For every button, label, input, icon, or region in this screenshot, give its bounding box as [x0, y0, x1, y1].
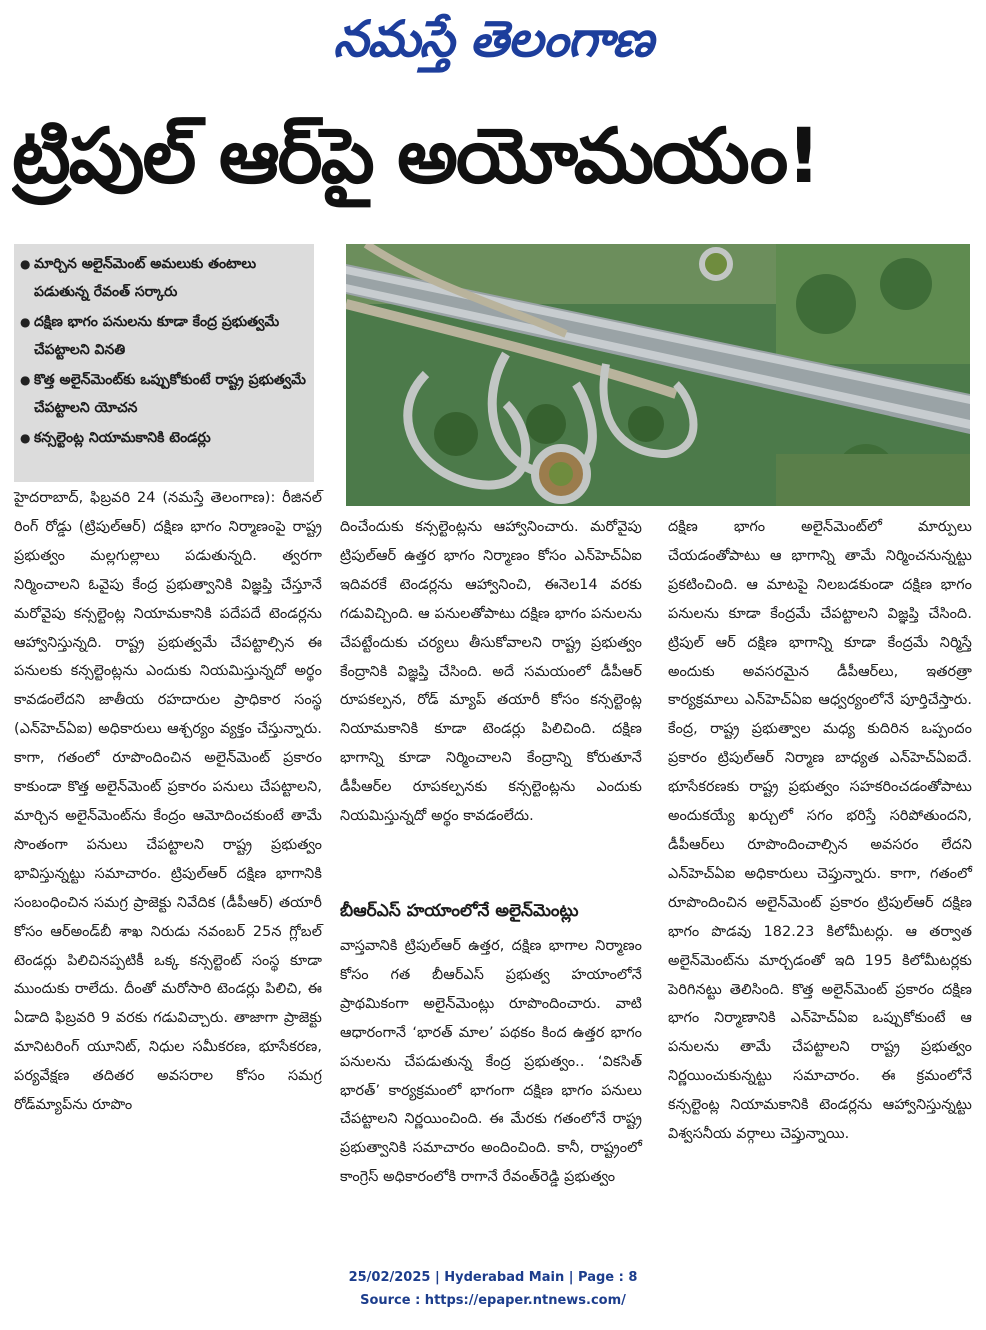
road-interchange-icon: [346, 244, 970, 506]
highlight-item: [20, 366, 310, 422]
bullet-icon: ●: [20, 431, 31, 445]
highlight-text: దక్షిణ భాగం పనులను కూడా కేంద్ర ప్రభుత్వమే చేపట్టాలని వినతి: [34, 314, 280, 358]
article-column-3: [668, 513, 972, 1149]
article-paragraph: దక్షిణ భాగం అలైన్‌మెంట్‌లో మార్పులు చేయడంతోపాటు ఆ భాగాన్ని తామే నిర్మించనున్నట్టు ప్రకటించింది. ఆ మాటపై నిలబడకుండా దక్షిణ భాగం పనులను కూడా కేంద్రమే చేపట్టాలని విజ్ఞప్తి చేసింది. ట్రిపుల్ ఆర్ దక్షిణ భాగాన్ని కూడా కేంద్రమే నిర్మిస్తే అందుకు అవసరమైన డీపీఆర్‌లు, ఇతరత్రా కార్యక్రమాలు ఎన్‌హెచ్‌ఏఐ ఆధ్వర్యంలోనే పూర్తిచేస్తారు. కేంద్ర, రాష్ట్ర ప్రభుత్వాల మధ్య కుదిరిన ఒప్పందం ప్రకారం ట్రిపుల్ఆర్ నిర్మాణ బాధ్యత ఎన్‌హెచ్‌ఏఐదే. భూసేకరణకు రాష్ట్ర ప్రభుత్వం సహకరించడంతోపాటు అందుకయ్యే ఖర్చులో సగం భరిస్తే సరిపోతుందని, డీపీఆర్‌లు రూపొందించాల్సిన అవసరం లేదని ఎన్‌హెచ్‌ఏఐ అధికారులు చెప్తున్నారు. కాగా, గతంలో రూపొందించిన అలైన్‌మెంట్ ప్రకారం ట్రిపుల్ఆర్ దక్షిణ భాగం పొడవు 182.23 కిలోమీటర్లు. ఆ తర్వాత అలైన్‌మెంట్‌ను మార్చడంతో ఇది 195 కిలోమీటర్లకు పెరిగినట్టు తెలిసింది. కొత్త అలైన్‌మెంట్ ప్రకారం దక్షిణ భాగం నిర్మాణానికి ఎన్‌హెచ్‌ఏఐ ఒప్పుకోకుంటే ఆ పనులను తామే చేపట్టాలని రాష్ట్ర ప్రభుత్వం నిర్ణయించుకున్నట్టు సమాచారం. ఈ క్రమంలోనే కన్సల్టెంట్ల నియామకానికి టెండర్లను ఆహ్వానిస్తున్నట్టు విశ్వసనీయ వర్గాలు చెప్తున్నాయి.: [668, 519, 972, 1143]
footer-date-page: 25/02/2025 | Hyderabad Main | Page : 8: [348, 1270, 638, 1285]
article-column-2: [340, 513, 642, 831]
column-subheading: బీఆర్‌ఎస్ హయాంలోనే అలైన్‌మెంట్లు: [340, 901, 579, 921]
article-paragraph: వాస్తవానికి ట్రిపుల్ఆర్ ఉత్తర, దక్షిణ భాగాల నిర్మాణం కోసం గత బీఆర్‌ఎస్ ప్రభుత్వ హయాంలోనే ప్రాథమికంగా అలైన్‌మెంట్లు రూపొందించారు. వాటి ఆధారంగానే ‘భారత్ మాల’ పథకం కింద ఉత్తర భాగం పనులను చేపడుతున్న కేంద్ర ప్రభుత్వం.. ‘వికసిత్ భారత్’ కార్యక్రమంలో భాగంగా దక్షిణ భాగం పనులు చేపట్టాలని నిర్ణయించింది. ఈ మేరకు గతంలోనే రాష్ట్ర ప్రభుత్వానికి సమాచారం అందించింది. కానీ, రాష్ట్రంలో కాంగ్రెస్ అధికారంలోకి రాగానే రేవంత్‌రెడ్డి ప్రభుత్వం: [340, 938, 642, 1186]
bullet-icon: ●: [20, 315, 31, 329]
article-column-1: [14, 484, 322, 1120]
article-paragraph: దించేందుకు కన్సల్టెంట్లను ఆహ్వానించారు. మరోవైపు ట్రిపుల్ఆర్ ఉత్తర భాగం నిర్మాణం కోసం ఎన్‌హెచ్‌ఏఐ ఇదివరకే టెండర్లను ఆహ్వానించి, ఈనెల14 వరకు గడువిచ్చింది. ఆ పనులతోపాటు దక్షిణ భాగం పనులను చేపట్టేందుకు చర్యలు తీసుకోవాలని రాష్ట్ర ప్రభుత్వం కేంద్రానికి విజ్ఞప్తి చేసింది. అదే సమయంలో డీపీఆర్ రూపకల్పన, రోడ్ మ్యాప్ తయారీ కోసం కన్సల్టెంట్ల నియామకానికి కూడా టెండర్లు పిలిచింది. దక్షిణ భాగాన్ని కూడా నిర్మించాలని కేంద్రాన్ని కోరుతూనే డీపీఆర్‌ల రూపకల్పనకు కన్సల్టెంట్లను ఎందుకు నియమిస్తున్నదో అర్థం కావడంలేదు.: [340, 519, 642, 825]
bullet-icon: ●: [20, 257, 31, 271]
article-paragraph: హైదరాబాద్, ఫిబ్రవరి 24 (నమస్తే తెలంగాణ): రీజినల్ రింగ్ రోడ్డు (ట్రిపుల్ఆర్) దక్షిణ భాగం నిర్మాణంపై రాష్ట్ర ప్రభుత్వం మల్లగుల్లాలు పడుతున్నది. త్వరగా నిర్మించాలని ఓవైపు కేంద్ర ప్రభుత్వానికి విజ్ఞప్తి చేస్తూనే మరోవైపు కన్సల్టెంట్ల నియామకానికి పదేపదే టెండర్లను ఆహ్వానిస్తున్నది. రాష్ట్ర ప్రభుత్వమే చేపట్టాల్సిన ఈ పనులకు కన్సల్టెంట్లను ఎందుకు నియమిస్తున్నదో అర్థం కావడంలేదని జాతీయ రహదారుల ప్రాధికార సంస్థ (ఎన్‌హెచ్‌ఏఐ) అధికారులు ఆశ్చర్యం వ్యక్తం చేస్తున్నారు. కాగా, గతంలో రూపొందించిన అలైన్‌మెంట్ ప్రకారం కాకుండా కొత్త అలైన్‌మెంట్ ప్రకారం పనులు చేపట్టాలని, మార్చిన అలైన్‌మెంట్‌ను కేంద్రం ఆమోదించకుంటే తామే సొంతంగా పనులు చేపట్టాలని రాష్ట్ర ప్రభుత్వం భావిస్తున్నట్టు సమాచారం. ట్రిపుల్ఆర్ దక్షిణ భాగానికి సంబంధించిన సమగ్ర ప్రాజెక్టు నివేదిక (డీపీఆర్) తయారీ కోసం ఆర్అండ్‌బీ శాఖ నిరుడు నవంబర్ 25న గ్లోబల్ టెండర్లు పిలిచినప్పటికీ ఒక్క కన్సల్టెంట్ సంస్థ కూడా ముందుకు రాలేదు. దీంతో మరోసారి టెండర్లు పిలిచి, ఈ ఏడాది ఫిబ్రవరి 9 వరకు గడువిచ్చారు. తాజాగా ప్రాజెక్టు మానిటరింగ్ యూనిట్, నిధుల సమీకరణ, భూసేకరణ, పర్యవేక్షణ తదితర అవసరాల కోసం సమగ్ర రోడ్‌మ్యాప్‌ను రూపొం: [14, 490, 322, 1114]
highlight-item: [20, 424, 310, 452]
highlight-text: కన్సల్టెంట్ల నియామకానికి టెండర్లు: [34, 430, 211, 446]
highlight-text: మార్చిన అలైన్‌మెంట్ అమలుకు తంటాలు పడుతున్న రేవంత్ సర్కారు: [34, 256, 257, 300]
highlight-item: [20, 250, 310, 306]
masthead-logo: నమస్తే తెలంగాణ: [333, 10, 653, 68]
highlights-box: [14, 244, 314, 482]
headline: ట్రిపుల్ ఆర్‌పై అయోమయం!: [12, 111, 819, 200]
highlight-text: కొత్త అలైన్‌మెంట్‌కు ఒప్పుకోకుంటే రాష్ట్ర ప్రభుత్వమే చేపట్టాలని యోచన: [34, 372, 306, 416]
interchange-photo: [346, 244, 970, 506]
highlight-item: [20, 308, 310, 364]
footer-source: Source : https://epaper.ntnews.com/: [360, 1293, 626, 1308]
article-column-2-continued: [340, 932, 642, 1192]
bullet-icon: ●: [20, 373, 31, 387]
